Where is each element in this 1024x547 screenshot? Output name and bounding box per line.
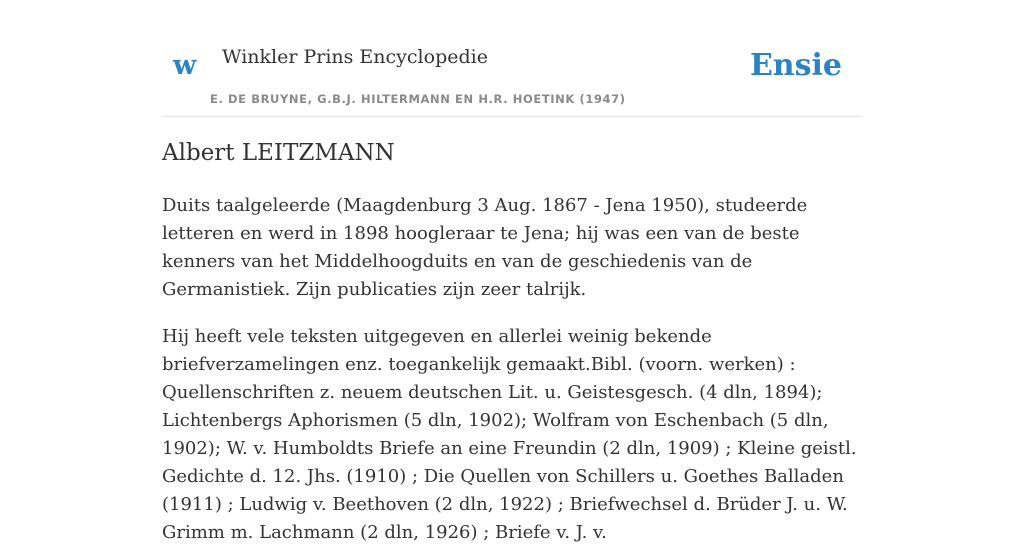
article-paragraph: Hij heeft vele teksten uitgegeven en allerlei weinig bekende briefverzamelingen enz. toegankelijk gemaakt.Bibl. (voorn. werken) : Quellenschriften z. neuem deutschen Lit. u. Geistesgesch. (4 dln, 1894); Lichtenbergs Aphorismen (5 dln, 1902); Wolfram von Eschenbach (5 dln, 1902); W. v. Humboldts Briefe an eine Freundin (2 dln, 1909) ; Kleine geistl. Gedichte d. 12. Jhs. (1910) ; Die Quellen von Schillers u. Goethes Balladen (1911) ; Ludwig v. Beethoven (2 dln, 1922) ; Briefwechsel d. Brüder J. u. W. Grimm m. Lachmann (2 dln, 1926) ; Briefe v. J. v.	[162, 326, 857, 543]
article-paragraph: Duits taalgeleerde (Maagdenburg 3 Aug. 1867 - Jena 1950), studeerde letteren en werd in 1898 hoogleraar te Jena; hij was een van de beste kenners van het Middelhoogduits en van de geschiedenis van de Germanistiek. Zijn publicaties zijn zeer talrijk.	[162, 195, 808, 300]
source-authors: E. DE BRUYNE, G.B.J. HILTERMANN EN H.R. HOETINK (1947)	[210, 92, 626, 106]
ensie-logo-link[interactable]: Ensie	[749, 48, 842, 83]
article-page	[162, 0, 862, 543]
source-header	[162, 0, 862, 117]
source-title[interactable]: Winkler Prins Encyclopedie	[222, 46, 488, 68]
source-logo-icon[interactable]: w	[173, 50, 197, 81]
article-title: Albert LEITZMANN	[162, 140, 395, 166]
